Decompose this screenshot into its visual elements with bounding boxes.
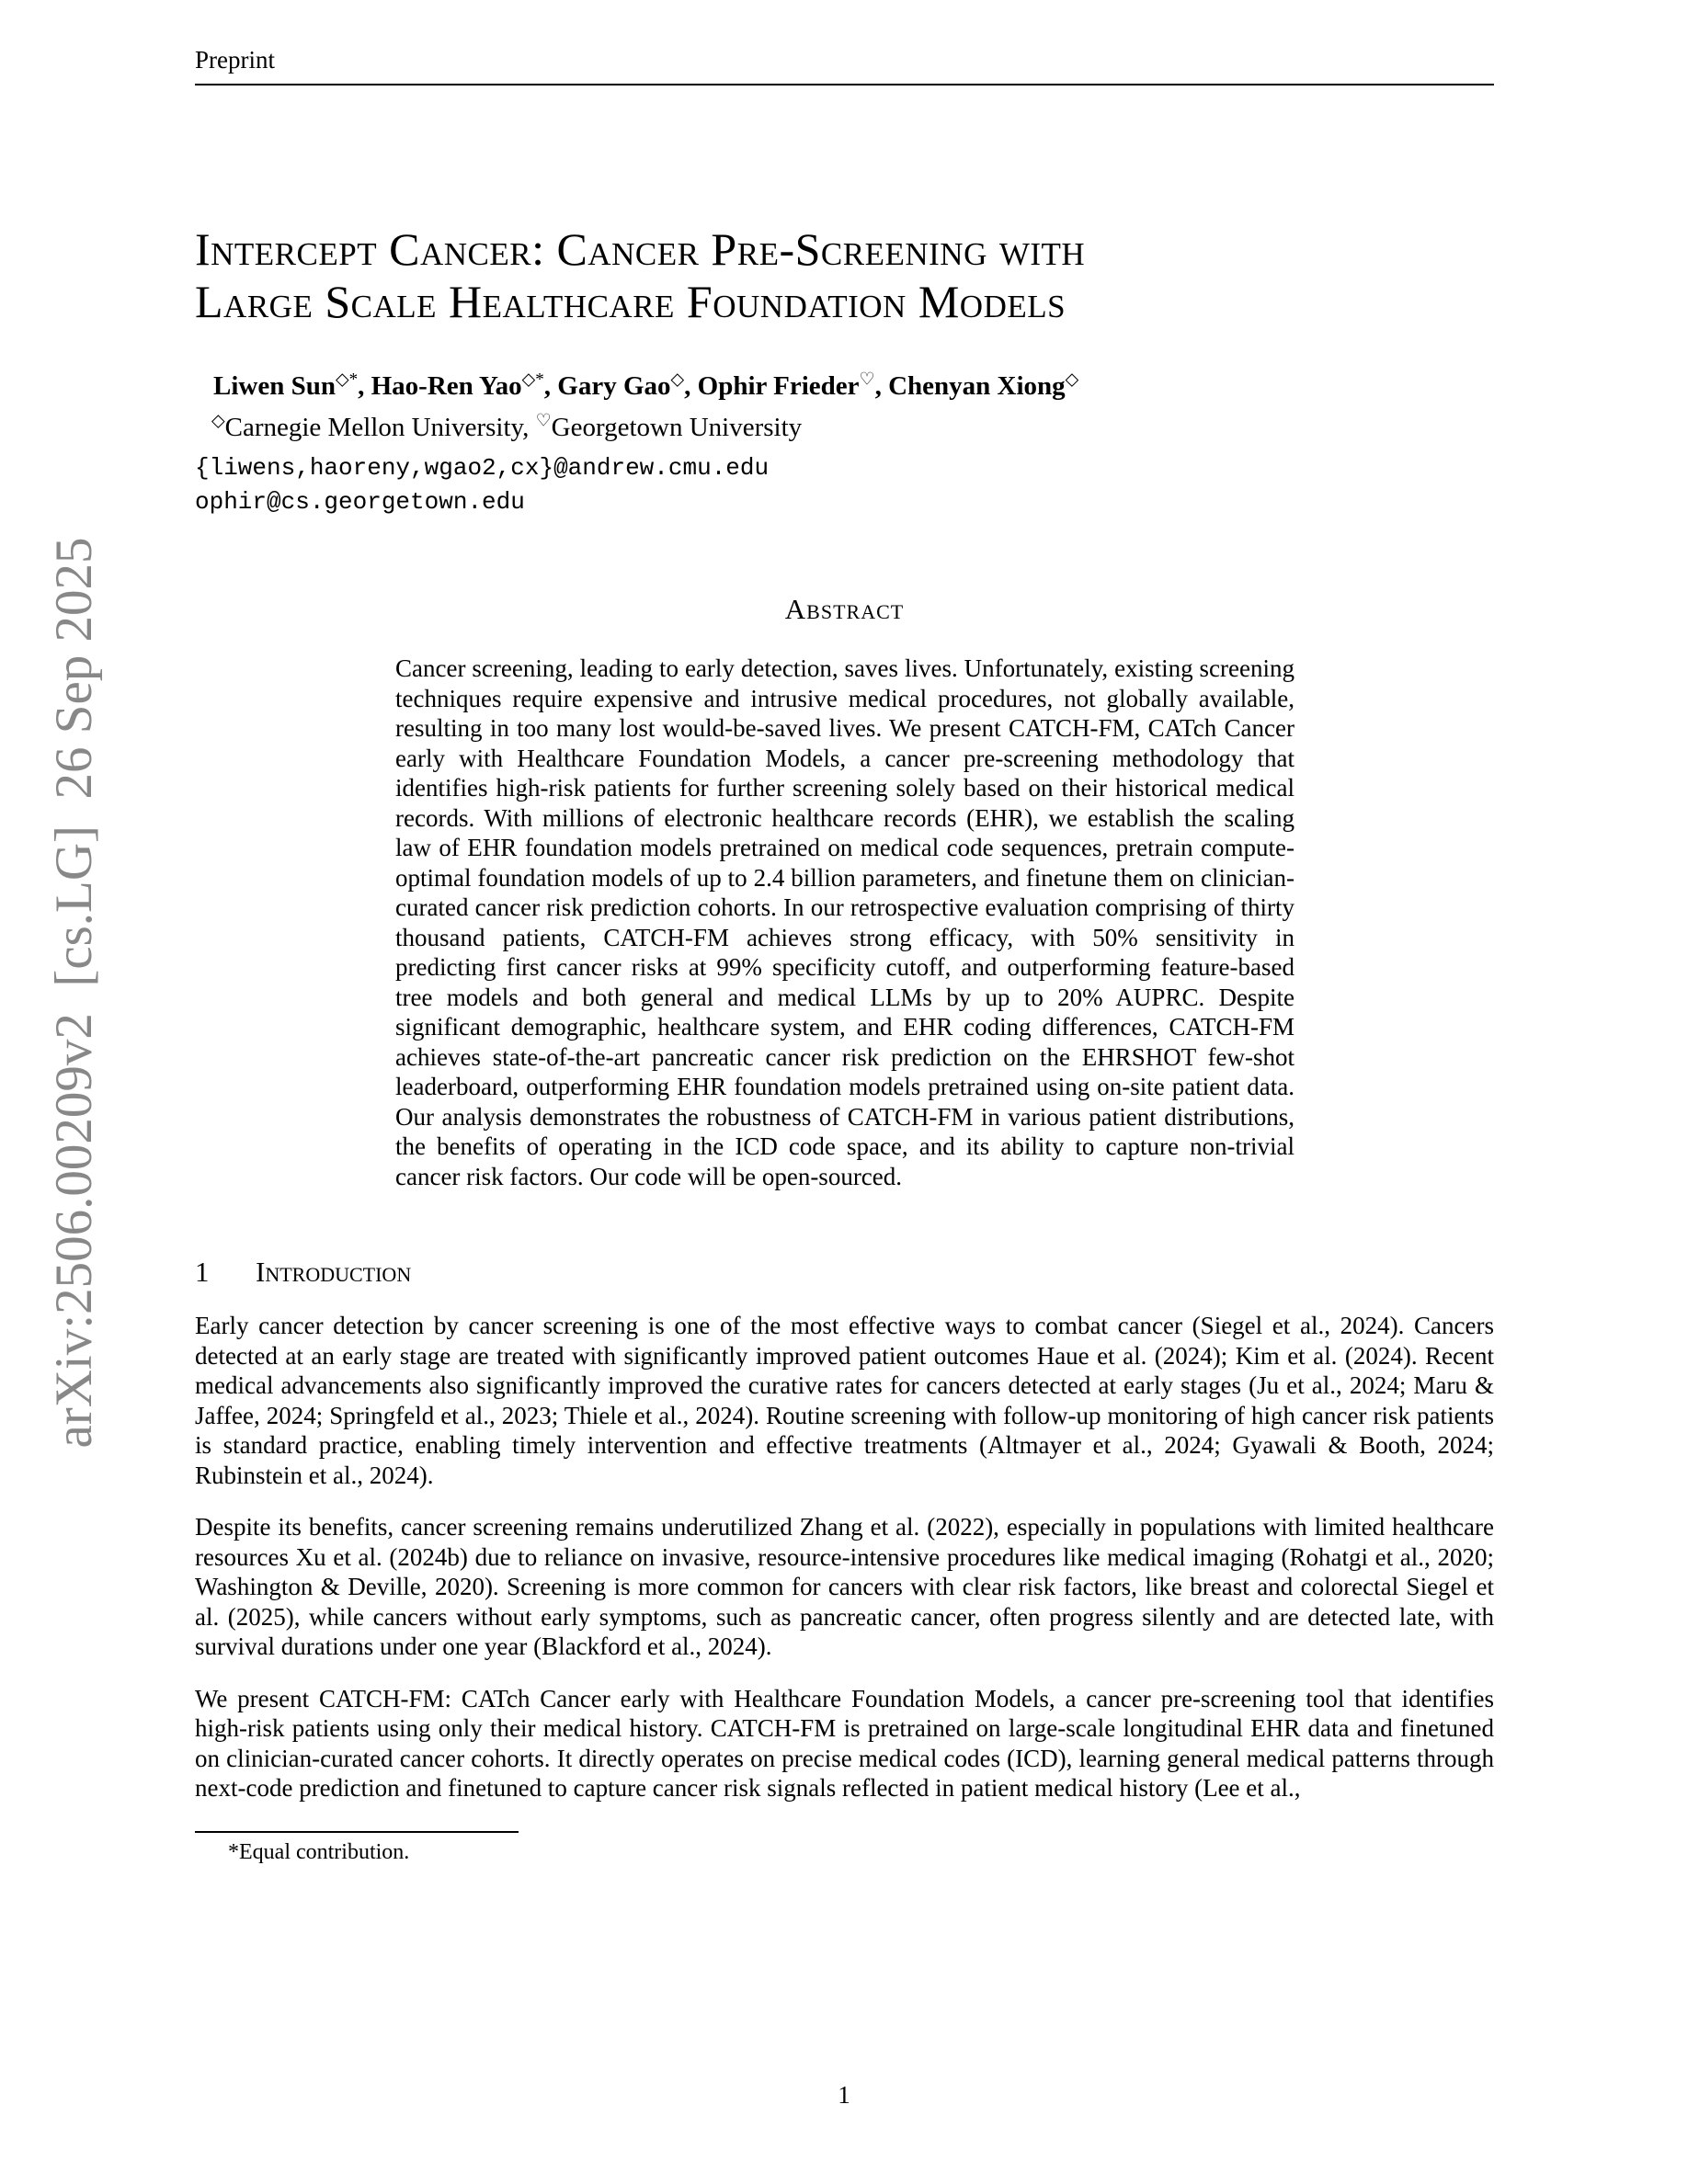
affiliation-1 [211,413,536,442]
author-2-name: Hao-Ren Yao [371,371,522,401]
author-4-separator: , [874,371,889,401]
section-1-heading [195,1256,1494,1289]
paper-title-line2: Large Scale Healthcare Foundation Models [195,276,1066,327]
affiliation-2-text: Georgetown University [551,413,803,442]
author-list [213,369,1494,404]
preprint-label: Preprint [195,46,1494,85]
author-5 [888,371,1078,401]
introduction-paragraph-3: We present CATCH-FM: CATch Cancer early with Healthcare Foundation Models, a cancer pre-screening tool that identifies high-risk patients using only their medical history. CATCH-FM is pretrained on large-scale longitudinal EHR data and finetuned on clinician-curated cancer cohorts. It directly operates on precise medical codes (ICD), learning general medical patterns through next-code prediction and finetuned to capture cancer risk signals reflected in patient medical history (Lee et al., [195,1684,1494,1802]
author-3-mark: ◇ [670,370,685,390]
email-line-2: ophir@cs.georgetown.edu [195,488,525,516]
paper-title-line1: Intercept Cancer: Cancer Pre-Screening with [195,223,1086,275]
email-line-1: {liwens,haoreny,wgao2,cx}@andrew.cmu.edu [195,454,770,482]
abstract-text: Cancer screening, leading to early detection, saves lives. Unfortunately, existing screening techniques require expensive and intrusive medical procedures, not globally available, resulting in too many lost would-be-saved lives. We present CATCH-FM, CATch Cancer early with Healthcare Foundation Models, a cancer pre-screening methodology that identifies high-risk patients for further screening solely based on their historical medical records. With millions of electronic healthcare records (EHR), we establish the scaling law of EHR foundation models pretrained on medical code sequences, pretrain compute-optimal foundation models of up to 2.4 billion parameters, and finetune them on clinician-curated cancer risk prediction cohorts. In our retrospective evaluation comprising of thirty thousand patients, CATCH-FM achieves strong efficacy, with 50% sensitivity in predicting first cancer risks at 99% specificity cutoff, and outperforming feature-based tree models and both general and medical LLMs by up to 20% AUPRC. Despite significant demographic, healthcare system, and EHR coding differences, CATCH-FM achieves state-of-the-art pancreatic cancer risk prediction on the EHRSHOT few-shot leaderboard, outperforming EHR foundation models pretrained using on-site patient data. Our analysis demonstrates the robustness of CATCH-FM in various patient distributions, the benefits of operating in the ICD code space, and its ability to capture non-trivial cancer risk factors. Our code will be open-sourced. [395,654,1295,1190]
author-1-separator: , [358,371,371,401]
author-3 [557,371,697,401]
footnote-rule [195,1831,519,1833]
author-4-mark: ♡ [859,370,875,390]
page-number: 1 [838,2081,850,2109]
section-1-number: 1 [195,1256,210,1288]
affiliation-1-text: Carnegie Mellon University, [224,413,536,442]
author-2-separator: , [543,371,558,401]
author-4 [698,371,888,401]
author-1 [213,371,371,401]
author-5-mark: ◇ [1065,370,1079,390]
equal-contribution-footnote: *Equal contribution. [228,1839,410,1864]
author-5-name: Chenyan Xiong [888,371,1066,401]
author-4-name: Ophir Frieder [697,371,860,401]
author-3-separator: , [684,371,698,401]
affiliation-2 [536,413,803,442]
affiliations [211,411,1494,444]
abstract-heading: Abstract [784,593,905,625]
author-3-name: Gary Gao [557,371,671,401]
author-1-name: Liwen Sun [213,371,336,401]
contact-emails [195,451,1494,519]
affiliation-1-mark: ◇ [211,411,225,431]
paper-content [195,0,1494,1865]
paper-title [195,223,1494,328]
author-1-mark: ◇* [335,370,359,390]
affiliation-2-mark: ♡ [535,411,552,431]
introduction-paragraph-1: Early cancer detection by cancer screening is one of the most effective ways to combat cancer (Siegel et al., 2024). Cancers detected at an early stage are treated with significantly improved patient outcomes Haue et al. (2024); Kim et al. (2024). Recent medical advancements also significantly improved the curative rates for cancers detected at early stages (Ju et al., 2024; Maru & Jaffee, 2024; Springfeld et al., 2023; Thiele et al., 2024). Routine screening with follow-up monitoring of high cancer risk patients is standard practice, enabling timely intervention and effective treatments (Altmayer et al., 2024; Gyawali & Booth, 2024; Rubinstein et al., 2024). [195,1312,1494,1489]
author-2-mark: ◇* [521,370,544,390]
section-1-title: Introduction [256,1256,412,1288]
introduction-paragraph-2: Despite its benefits, cancer screening remains underutilized Zhang et al. (2022), especially in populations with limited healthcare resources Xu et al. (2024b) due to reliance on invasive, resource-intensive procedures like medical imaging (Rohatgi et al., 2020; Washington & Deville, 2020). Screening is more common for cancers with clear risk factors, like breast and colorectal Siegel et al. (2025), while cancers without early symptoms, such as pancreatic cancer, often progress silently and are detected late, with survival durations under one year (Blackford et al., 2024). [195,1513,1494,1660]
arxiv-watermark: arXiv:2506.00209v2 [cs.LG] 26 Sep 2025 [45,537,103,1449]
author-2 [371,371,558,401]
